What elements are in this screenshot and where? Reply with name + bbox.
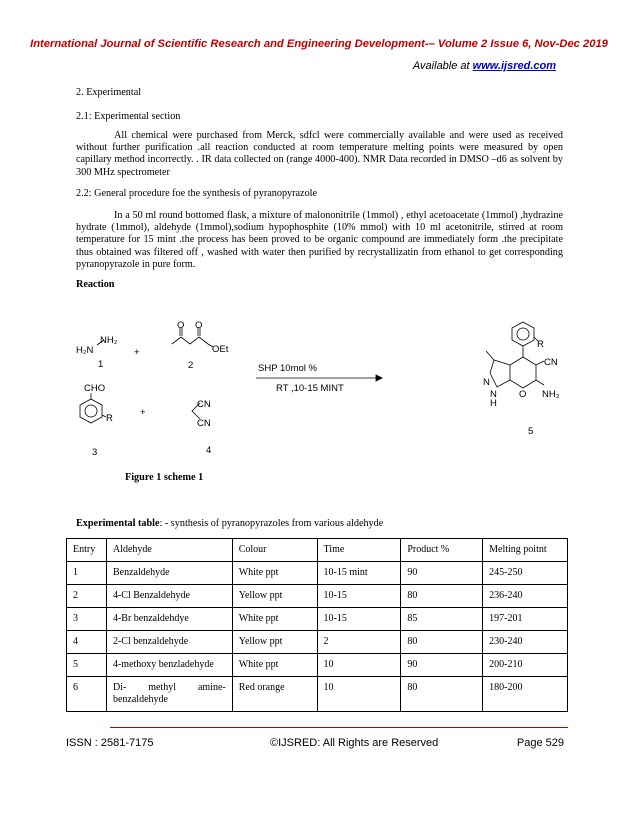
table-cell: 245-250 [483, 562, 568, 585]
table-header-cell: Melting poitnt [483, 539, 568, 562]
subsection-title-2-2: 2.2: General procedure foe the synthesis of pyranopyrazole [76, 188, 318, 199]
table-row [67, 677, 568, 712]
scheme-nh-5: N [490, 389, 497, 400]
table-cell: Yellow ppt [232, 585, 317, 608]
experimental-table [66, 538, 568, 712]
table-caption [76, 518, 383, 529]
table-header-cell: Entry [67, 539, 107, 562]
table-cell: Yellow ppt [232, 631, 317, 654]
table-cell: 90 [401, 562, 483, 585]
table-cell: 4-methoxy benzladehyde [106, 654, 232, 677]
available-label: Available at [412, 60, 473, 72]
table-caption-rest: : - synthesis of pyranopyrazoles from various aldehyde [159, 518, 384, 529]
paragraph-2-1 [76, 130, 563, 179]
table-row [67, 585, 568, 608]
scheme-h2n: H₂N [76, 345, 94, 356]
table-cell: 80 [401, 585, 483, 608]
table-row [67, 608, 568, 631]
table-cell: Red orange [232, 677, 317, 712]
scheme-num-4: 4 [206, 445, 212, 456]
table-header-cell: Product % [401, 539, 483, 562]
table-cell: 2 [67, 585, 107, 608]
benzene-aromatic-5 [517, 328, 529, 340]
scheme-o-1: O [177, 320, 185, 331]
table-cell: 2-Cl benzaldehyde [106, 631, 232, 654]
acetoacetate-chain [172, 337, 208, 344]
footer-rights: ©IJSRED: All Rights are Reserved [270, 737, 439, 749]
scheme-num-3: 3 [92, 447, 98, 458]
benzene-aromatic-3 [85, 405, 97, 417]
table-cell: 200-210 [483, 654, 568, 677]
footer-page-number: Page 529 [516, 737, 564, 749]
table-cell: 90 [401, 654, 483, 677]
scheme-nh2-top: NH₂ [100, 335, 118, 346]
arrow-head [376, 375, 382, 381]
reaction-heading: Reaction [76, 279, 115, 290]
scheme-num-1: 1 [98, 359, 104, 370]
subsection-title-2-1: 2.1: Experimental section [76, 111, 181, 122]
methyl-bond [486, 351, 494, 360]
footer-divider [110, 727, 568, 728]
table-cell: White ppt [232, 608, 317, 631]
table-cell: 80 [401, 631, 483, 654]
table-row [67, 654, 568, 677]
scheme-h-5: H [490, 398, 497, 409]
table-cell: Di- methyl amine-benzaldehyde [106, 677, 232, 712]
table-header-cell: Time [317, 539, 401, 562]
table-cell: 4 [67, 631, 107, 654]
table-header-cell: Colour [232, 539, 317, 562]
paragraph-2-1-text: All chemical were purchased from Merck, sdfcl were commercially available and were used as received without further purification .all reaction conducted at room temperature melting points were measured by open capillary method incorrectly. . IR data collected on (range 4000-400). NMR Data recorded in DMSO –d6 as solvent by 300 MHz spectrometer [76, 130, 563, 178]
table-cell: White ppt [232, 562, 317, 585]
scheme-plus-1: + [134, 347, 140, 358]
paragraph-2-2-text: In a 50 ml round bottomed flask, a mixture of malononitrile (1mmol) , ethyl acetoacetate (1mmol) ,hydrazine hydrate (1mmol), aldehyde (1mmol),sodium hypophosphite (10% mmol) with 10 ml acetonitrile, stirred at room temperature for 15 mint .the process has been proved to be organic compound are immediately form .the precipitate thus obtained was filtered off , washed with water then purified by recrystallizatin from ethanol to get corresponding pyranopyrazole in pure form. [76, 210, 563, 270]
table-row [67, 562, 568, 585]
journal-header: International Journal of Scientific Research and Engineering Development-– Volume 2 Issue 6, Nov-Dec 2019 [30, 38, 608, 50]
table-cell: 197-201 [483, 608, 568, 631]
footer-issn: ISSN : 2581-7175 [66, 737, 154, 749]
scheme-cho: CHO [84, 383, 106, 394]
table-cell: 4-Cl Benzaldehyde [106, 585, 232, 608]
benzene-ring-5 [512, 322, 534, 346]
scheme-o-2: O [195, 320, 203, 331]
scheme-cn-b: CN [197, 418, 211, 429]
table-header-row [67, 539, 568, 562]
table-cell: 10 [317, 654, 401, 677]
table-cell: 3 [67, 608, 107, 631]
table-cell: 10-15 [317, 608, 401, 631]
table-cell: 10 [317, 677, 401, 712]
scheme-cn-a: CN [197, 399, 211, 410]
table-cell: 85 [401, 608, 483, 631]
scheme-cn-5: CN [544, 357, 558, 368]
table-cell: 6 [67, 677, 107, 712]
benzene-ring-3 [80, 399, 102, 423]
cn5-bond [536, 361, 544, 365]
section-heading: 2. Experimental [76, 87, 142, 98]
journal-link[interactable]: www.ijsred.com [472, 60, 556, 72]
nh2-5-bond [536, 380, 544, 385]
table-header-cell: Aldehyde [106, 539, 232, 562]
scheme-oet: OEt [212, 344, 229, 355]
scheme-nh2-5: NH₂ [542, 389, 560, 400]
pyran-ring [510, 357, 536, 388]
table-caption-bold: Experimental table [76, 518, 160, 529]
figure-caption: Figure 1 scheme 1 [125, 472, 204, 483]
table-cell: 5 [67, 654, 107, 677]
scheme-n-5: N [483, 377, 490, 388]
scheme-condition-bottom: RT ,10-15 MINT [276, 383, 344, 394]
table-cell: 2 [317, 631, 401, 654]
table-cell: White ppt [232, 654, 317, 677]
table-cell: 4-Br benzaldehdye [106, 608, 232, 631]
scheme-plus-2: + [140, 407, 146, 418]
scheme-num-2: 2 [188, 360, 194, 371]
table-cell: 10-15 [317, 585, 401, 608]
available-at [413, 60, 556, 72]
paragraph-2-2 [76, 210, 563, 271]
reaction-scheme [76, 315, 566, 465]
pyrazole-ring [490, 360, 510, 387]
scheme-num-5: 5 [528, 426, 534, 437]
table-cell: Benzaldehyde [106, 562, 232, 585]
table-cell: 80 [401, 677, 483, 712]
scheme-r-3: R [106, 413, 113, 424]
scheme-r-5: R [537, 339, 544, 350]
table-cell: 230-240 [483, 631, 568, 654]
scheme-condition-top: SHP 10mol % [258, 363, 317, 374]
table-cell: 10-15 mint [317, 562, 401, 585]
table-cell: 236-240 [483, 585, 568, 608]
scheme-o-5: O [519, 389, 527, 400]
table-cell: 1 [67, 562, 107, 585]
table-cell: 180-200 [483, 677, 568, 712]
table-row [67, 631, 568, 654]
